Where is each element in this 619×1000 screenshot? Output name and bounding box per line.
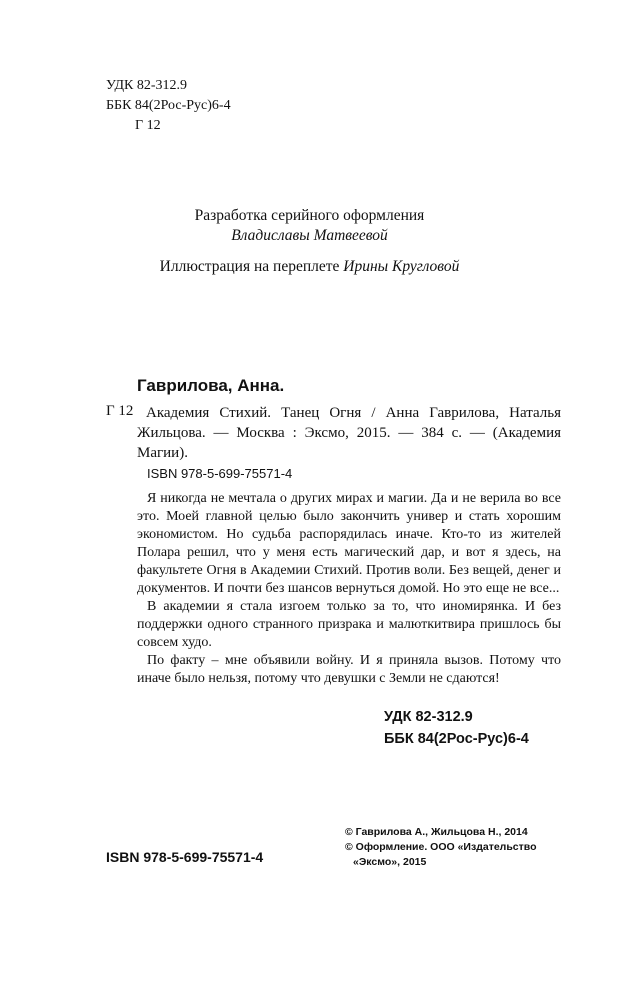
- classification-codes-top: [106, 76, 231, 136]
- catalog-shelf-mark: Г 12: [106, 403, 134, 419]
- series-designer-name: Владиславы Матвеевой: [231, 227, 388, 244]
- illustration-label: Иллюстрация на переплете: [159, 258, 340, 275]
- catalog-author-heading: Гаврилова, Анна.: [137, 376, 285, 395]
- copyright-publisher: «Эксмо», 2015: [353, 856, 427, 868]
- annotation-paragraph: В академии я стала изгоем только за то, что иномирянка. И без поддержки одного странного призрака и малюткитвира пришлось бы совсем худо.: [137, 599, 561, 650]
- author-mark: Г 12: [135, 118, 161, 133]
- isbn-bold: ISBN 978-5-699-75571-4: [106, 849, 264, 865]
- illustration-credit: [0, 257, 619, 277]
- bbk-code-bold: ББК 84(2Рос-Рус)6-4: [384, 731, 529, 747]
- udk-code: УДК 82-312.9: [106, 78, 188, 93]
- copyright-block: [345, 825, 537, 870]
- catalog-isbn: ISBN 978-5-699-75571-4: [147, 466, 293, 481]
- series-design-label: Разработка серийного оформления: [194, 207, 425, 224]
- annotation-paragraph: По факту – мне объявили войну. И я приняла вызов. Потому что иначе было нельзя, потому что девушки с Земли не сдаются!: [137, 653, 561, 686]
- classification-codes-bottom: [384, 706, 529, 750]
- series-design-credit: [0, 206, 619, 246]
- copyright-design: © Оформление. ООО «Издательство: [345, 841, 537, 853]
- annotation-paragraph: Я никогда не мечтала о других мирах и магии. Да и не верила во все это. Моей главной целью было закончить универ и стать хорошим экономистом. Но судьба распорядилась иначе. Кто-то из жителей Полара решил, что у меня есть магический дар, и вот я здесь, на факультете Огня в Академии Стихий. Против воли. Без вещей, денег и документов. И почти без шансов вернуться домой. Но это еще не все...: [137, 491, 561, 596]
- catalog-description: Академия Стихий. Танец Огня / Анна Гаврилова, Наталья Жильцова. — Москва : Эксмо, 2015. — 384 с. — (Академия Магии).: [137, 405, 561, 461]
- bbk-code: ББК 84(2Рос-Рус)6-4: [106, 98, 231, 113]
- illustrator-name: Ирины Кругловой: [343, 258, 460, 275]
- copyright-authors: © Гаврилова А., Жильцова Н., 2014: [345, 826, 528, 838]
- udk-code-bold: УДК 82-312.9: [384, 709, 473, 725]
- book-annotation: [137, 490, 561, 688]
